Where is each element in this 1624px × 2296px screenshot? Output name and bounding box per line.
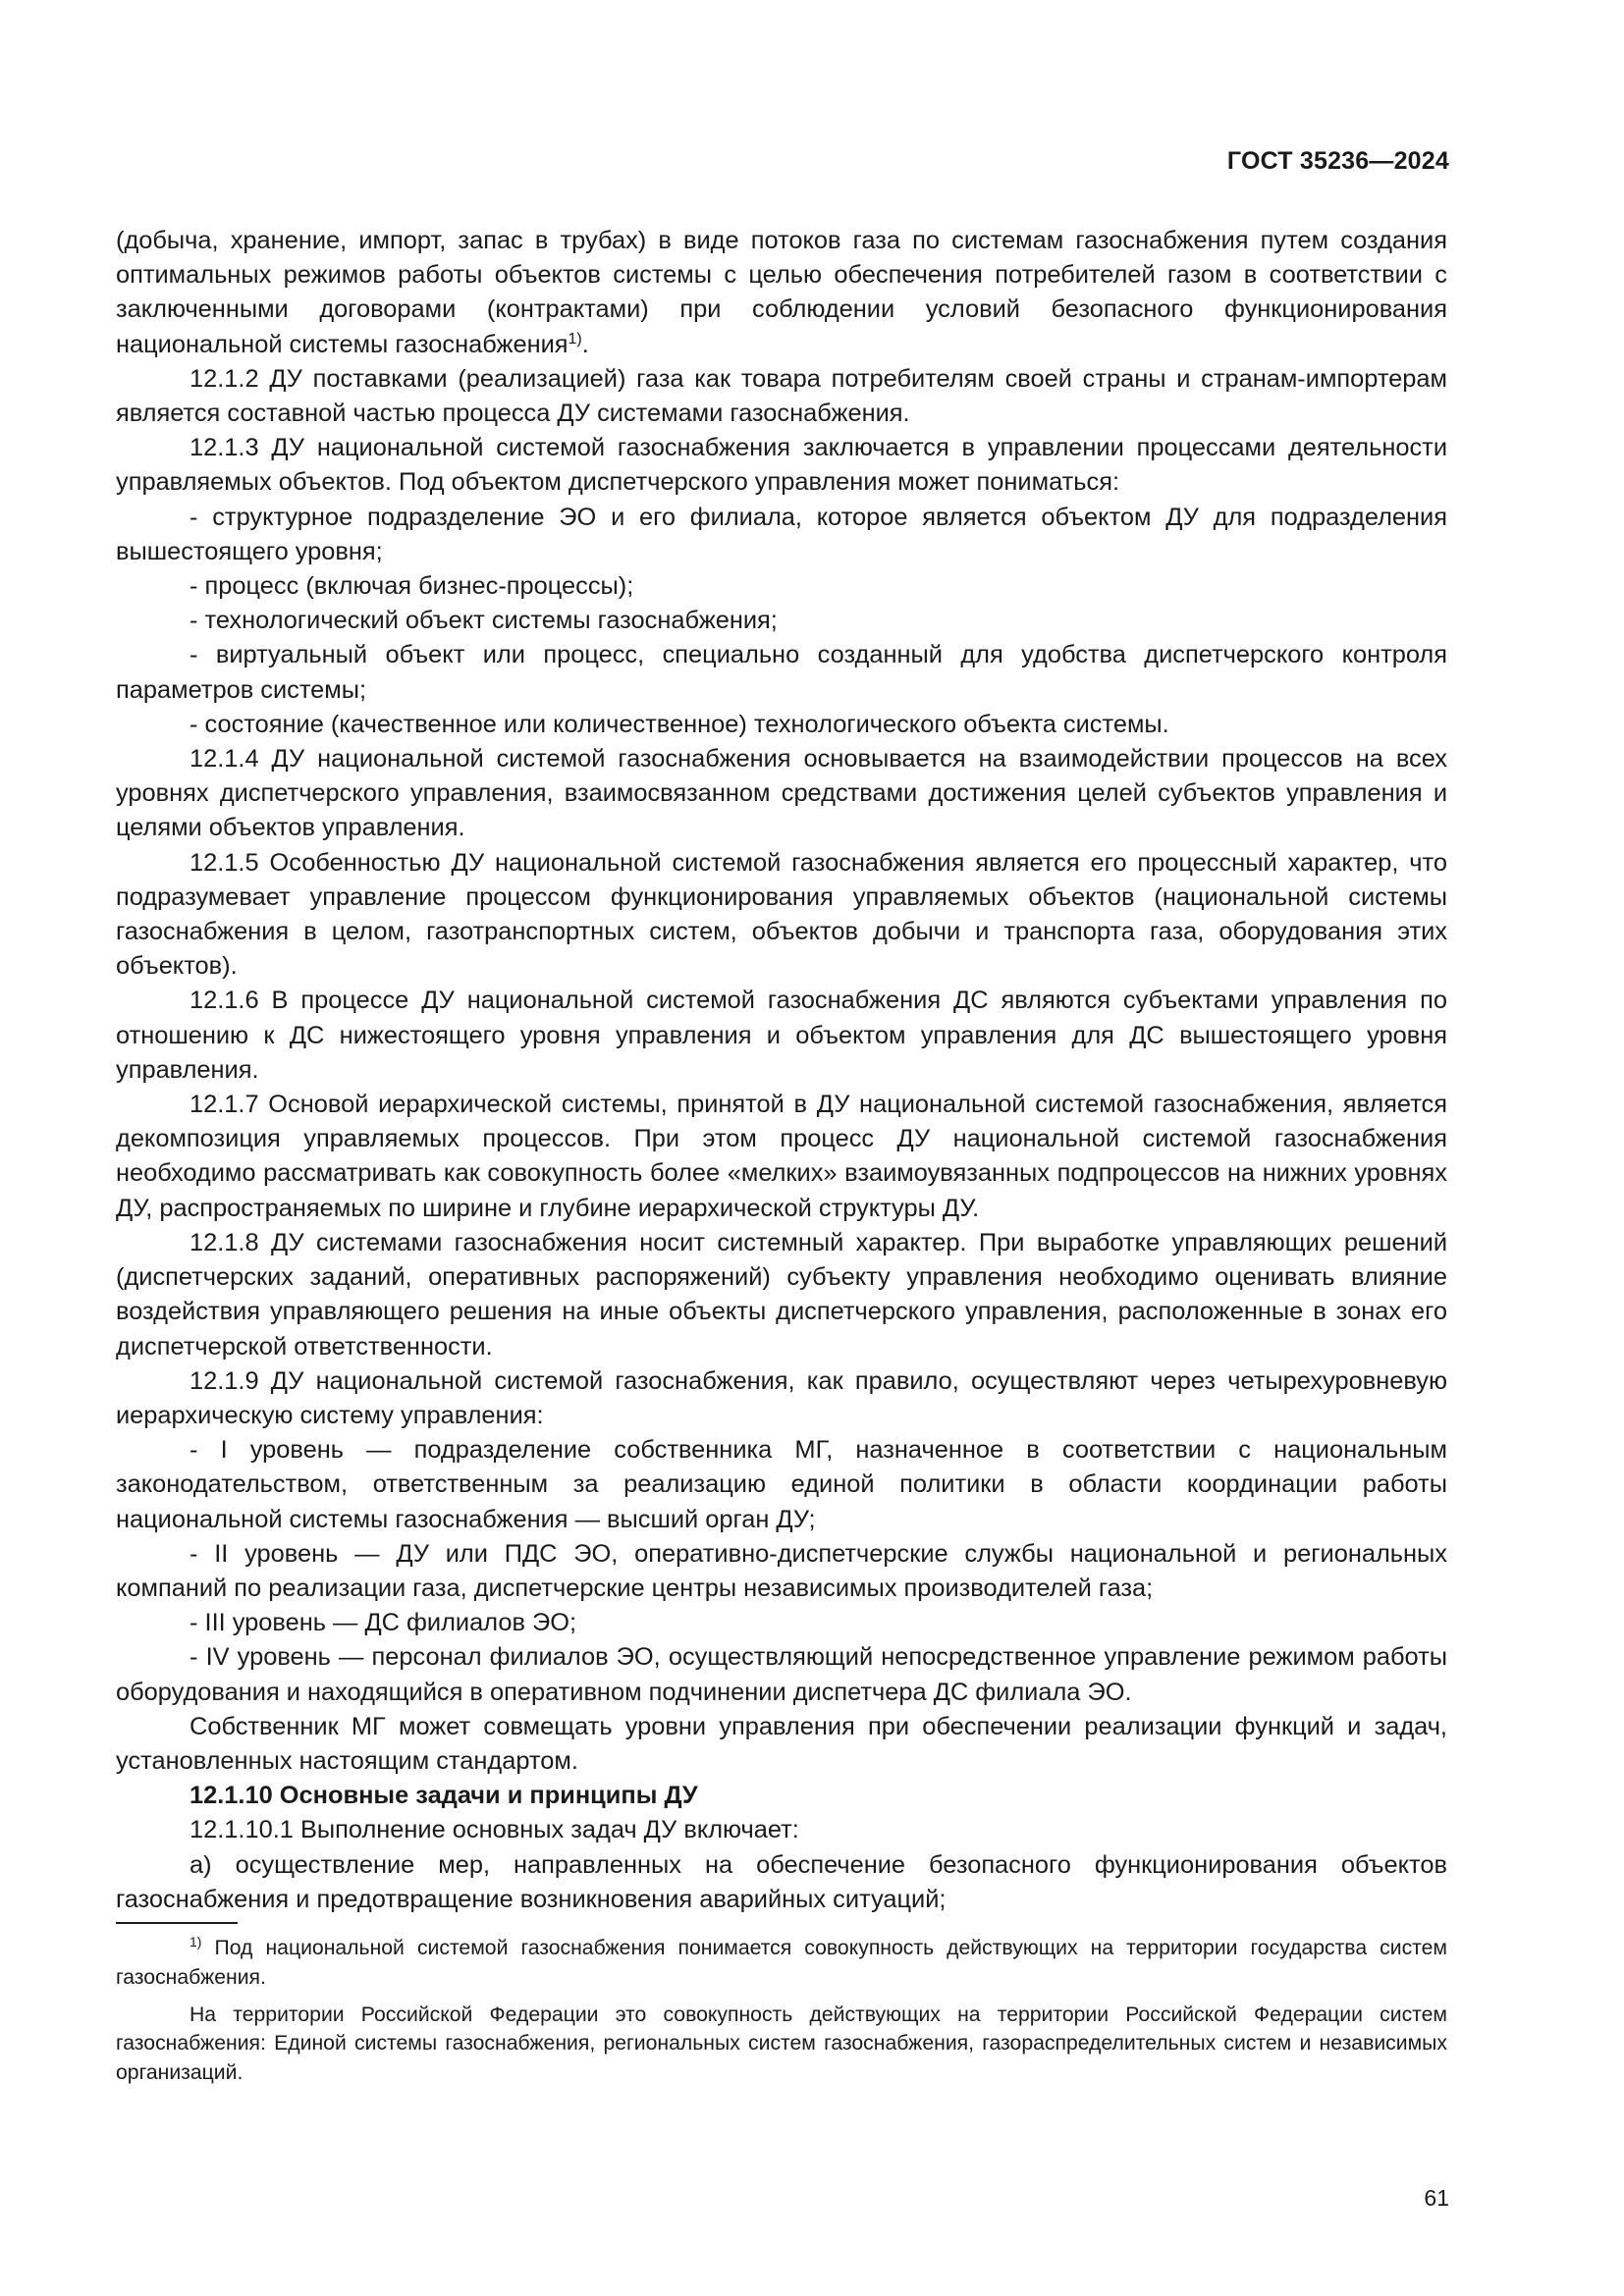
clause-12-1-4: 12.1.4 ДУ национальной системой газоснабжения основывается на взаимодействии процессов на всех уровнях диспетчерского управления, взаимосвязанном средствами достижения целей субъектов управления и целями объектов управления. [116,745,1447,842]
list-item-level-4: - IV уровень — персонал филиалов ЭО, осуществляющий непосредственное управление режимом работы оборудования и находящийся в оперативном подчинении диспетчера ДС филиала ЭО. [116,1643,1447,1706]
list-item: - структурное подразделение ЭО и его филиала, которое является объектом ДУ для подразделения вышестоящего уровня; [116,503,1447,565]
clause-12-1-8: 12.1.8 ДУ системами газоснабжения носит системный характер. При выработке управляющих решений (диспетчерских заданий, оперативных распоряжений) субъекту управления необходимо оценивать влияние воздействия управляющего решения на иные объекты диспетчерского управления, расположенные в зонах его диспетчерской ответственности. [116,1228,1447,1361]
footnotes [116,1934,1447,2088]
footnote-1-continuation: На территории Российской Федерации это совокупность действующих на территории Российской Федерации систем газоснабжения: Единой системы газоснабжения, региональных систем газоснабжения, газораспределительных систем и независимых организаций. [116,2002,1447,2085]
list-item: - технологический объект системы газоснабжения; [189,607,778,635]
list-item-level-1: - I уровень — подразделение собственника МГ, назначенное в соответствии с национальным законодательством, ответственным за реализацию единой политики в области координации работы национальной системы газоснабжения — высший орган ДУ; [116,1436,1447,1533]
list-item-level-2: - II уровень — ДУ или ПДС ЭО, оперативно-диспетчерские службы национальной и региональных компаний по реализации газа, диспетчерские центры независимых производителей газа; [116,1539,1447,1602]
document-header-standard: ГОСТ 35236—2024 [1226,147,1449,175]
paragraph-owner-note: Собственник МГ может совмещать уровни управления при обеспечении реализации функций и задач, установленных настоящим стандартом. [116,1712,1447,1775]
footnote-1-text: Под национальной системой газоснабжения понимается совокупность действующих на территории государства систем газоснабжения. [116,1937,1447,1989]
list-item: - состояние (качественное или количественное) технологического объекта системы. [189,710,1169,738]
footnote-1 [116,1934,1447,1993]
paragraph-end-punctuation: . [581,330,589,358]
list-item: - виртуальный объект или процесс, специально созданный для удобства диспетчерского контроля параметров системы; [116,641,1447,704]
footnote-marker[interactable]: 1) [568,330,582,347]
clause-12-1-9: 12.1.9 ДУ национальной системой газоснабжения, как правило, осуществляют через четырехуровневую иерархическую систему управления: [116,1366,1447,1429]
clause-12-1-7: 12.1.7 Основой иерархической системы, принятой в ДУ национальной системой газоснабжения, является декомпозиция управляемых процессов. При этом процесс ДУ национальной системой газоснабжения необходимо рассматривать как совокупность более «мелких» взаимоувязанных подпроцессов на нижних уровнях ДУ, распространяемых по ширине и глубине иерархической структуры ДУ. [116,1091,1447,1222]
footnote-1-marker: 1) [189,1934,202,1949]
list-item-level-3: - III уровень — ДС филиалов ЭО; [189,1609,577,1637]
main-text [116,224,1447,1917]
section-heading-12-1-10: 12.1.10 Основные задачи и принципы ДУ [189,1782,698,1810]
paragraph-continuation [116,224,1447,362]
clause-12-1-10-1: 12.1.10.1 Выполнение основных задач ДУ включает: [189,1816,799,1844]
clause-12-1-5: 12.1.5 Особенностью ДУ национальной системой газоснабжения является его процессный характер, что подразумевает управление процессом функционирования управляемых объектов (национальной системы газоснабжения в целом, газотранспортных систем, объектов добычи и транспорта газа, оборудования этих объектов). [116,848,1447,981]
list-item-a: а) осуществление мер, направленных на обеспечение безопасного функционирования объектов газоснабжения и предотвращение возникновения аварийных ситуаций; [116,1850,1447,1913]
paragraph-text: (добыча, хранение, импорт, запас в трубах) в виде потоков газа по системам газоснабжения путем создания оптимальных режимов работы объектов системы с целью обеспечения потребителей газом в соответствии с заключенными договорами (контрактами) при соблюдении условий безопасного функционирования национальной системы газоснабжения [116,227,1447,358]
clause-12-1-2: 12.1.2 ДУ поставками (реализацией) газа как товара потребителям своей страны и странам-импортерам является составной частью процесса ДУ системами газоснабжения. [116,364,1447,428]
clause-12-1-6: 12.1.6 В процессе ДУ национальной системой газоснабжения ДС являются субъектами управления по отношению к ДС нижестоящего уровня управления и объектом управления для ДС вышестоящего уровня управления. [116,987,1447,1084]
footnote-divider [116,1922,238,1924]
page-number: 61 [1424,2185,1449,2211]
list-item: - процесс (включая бизнес-процессы); [189,572,634,601]
clause-12-1-3: 12.1.3 ДУ национальной системой газоснабжения заключается в управлении процессами деятельности управляемых объектов. Под объектом диспетчерского управления может пониматься: [116,434,1447,497]
